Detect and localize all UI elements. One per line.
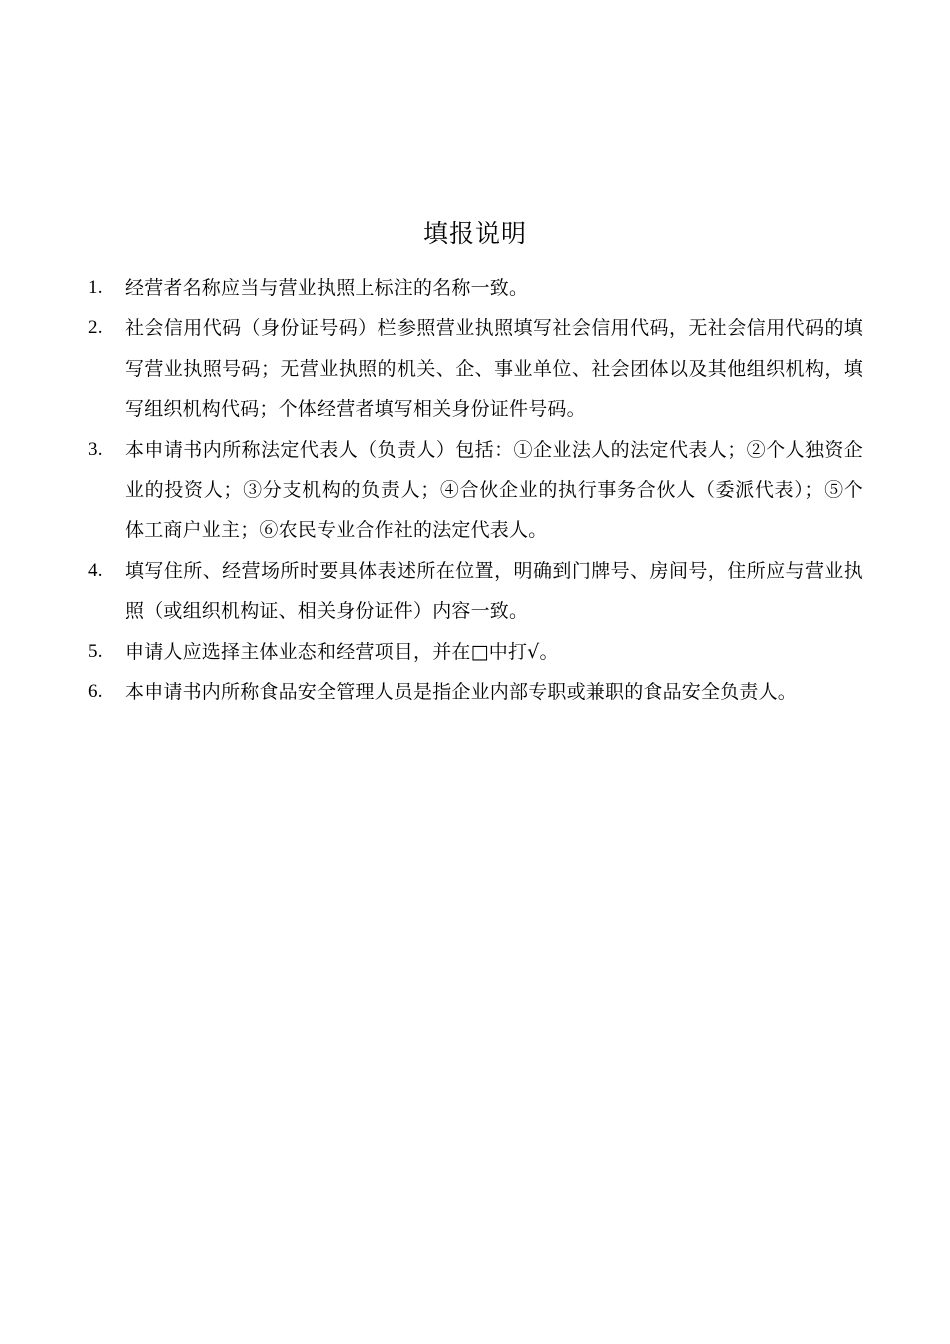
page-title: 填报说明 [422, 219, 527, 248]
instruction-item-4 [88, 551, 863, 632]
instruction-number: 1. [88, 277, 103, 298]
instruction-number: 4. [88, 559, 103, 581]
instruction-number: 5. [88, 640, 103, 662]
instruction-item-5 [88, 632, 863, 672]
instruction-list [88, 268, 863, 712]
instruction-number: 6. [88, 681, 103, 703]
instruction-item-2 [88, 308, 863, 429]
instruction-number: 2. [88, 317, 103, 339]
instruction-text: 申请人应选择主体业态和经营项目，并在□中打√。 [125, 640, 559, 663]
instruction-number: 3. [88, 438, 103, 460]
instruction-text: 本申请书内所称法定代表人（负责人）包括：①企业法人的法定代表人；②个人独资企业的投资人；③分支机构的负责人；④合伙企业的执行事务合伙人（委派代表）；⑤个体工商户业主；⑥农民专业合作社的法定代表人。 [125, 438, 863, 542]
instruction-text: 本申请书内所称食品安全管理人员是指企业内部专职或兼职的食品安全负责人。 [125, 681, 798, 704]
instruction-item-1 [88, 268, 863, 308]
instruction-item-6 [88, 672, 863, 712]
instruction-text: 填写住所、经营场所时要具体表述所在位置，明确到门牌号、房间号，住所应与营业执照（或组织机构证、相关身份证件）内容一致。 [125, 559, 863, 623]
instruction-item-3 [88, 430, 863, 551]
instruction-text: 社会信用代码（身份证号码）栏参照营业执照填写社会信用代码，无社会信用代码的填写营业执照号码；无营业执照的机关、企、事业单位、社会团体以及其他组织机构，填写组织机构代码；个体经营者填写相关身份证件号码。 [125, 317, 863, 421]
instruction-text: 经营者名称应当与营业执照上标注的名称一致。 [125, 277, 529, 299]
